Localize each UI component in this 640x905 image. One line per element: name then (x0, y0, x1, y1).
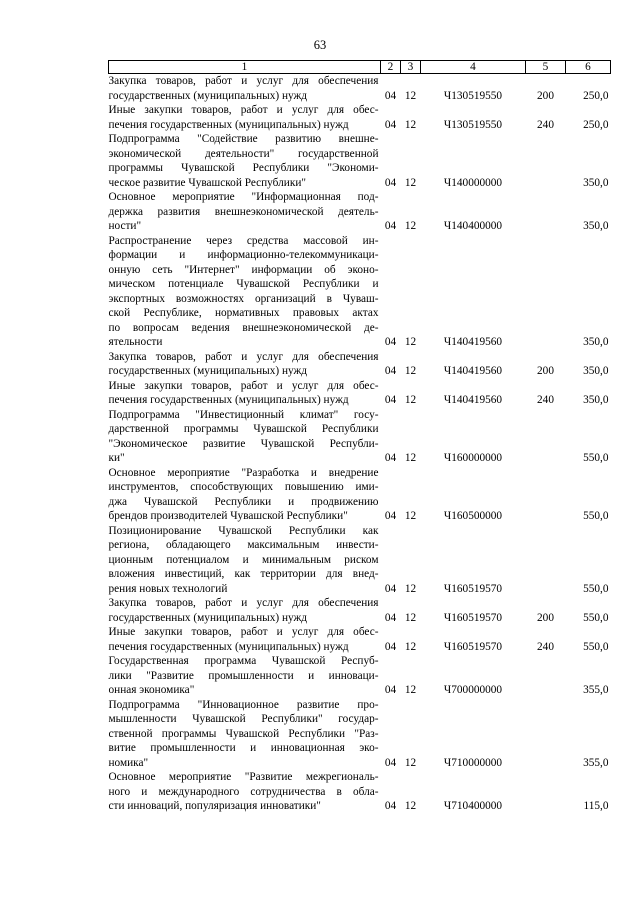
description-line: Распространение через средства массовой ин- (108, 234, 379, 247)
subsection-code: 12 (404, 176, 417, 189)
target-article-code: Ч160500000 (443, 510, 503, 522)
subsection-code: 12 (404, 89, 417, 102)
amount-value: 350,0 (583, 220, 609, 232)
column-header: 1 (109, 61, 381, 74)
row-description (109, 234, 381, 350)
section-code: 04 (384, 800, 397, 812)
amount-value: 355,0 (583, 684, 609, 696)
table-row (109, 408, 611, 466)
column-header: 4 (421, 61, 526, 74)
section-code: 04 (384, 510, 397, 522)
row-description (109, 132, 381, 190)
section-code: 04 (384, 684, 397, 696)
description-line: Закупка товаров, работ и услуг для обеспечения (108, 75, 379, 87)
section-code: 04 (384, 452, 397, 464)
section-code: 04 (384, 756, 397, 769)
amount-value: 550,0 (583, 640, 609, 653)
row-description (109, 625, 381, 654)
description-line: государственных (муниципальных) нужд (108, 89, 308, 102)
subsection-code: 12 (404, 394, 417, 406)
description-line: Закупка товаров, работ и услуг для обеспечения (108, 350, 379, 363)
table-row (109, 379, 611, 408)
description-line: государственных (муниципальных) нужд (108, 365, 308, 377)
column-header: 6 (566, 61, 611, 74)
description-line: держка развития внешнеэкономической деятель- (108, 205, 379, 218)
description-line: формации и информационно-телекоммуникаци- (108, 249, 379, 261)
amount-value: 550,0 (583, 582, 609, 595)
description-line: программы Чувашской Республики "Экономи- (108, 162, 379, 174)
expense-type-code (526, 466, 566, 524)
table-row (109, 698, 611, 771)
expense-type-code (526, 524, 566, 597)
description-line: лики "Развитие промышленности и инноваци- (108, 669, 379, 682)
target-article-code: Ч700000000 (443, 684, 503, 696)
expense-type-code (526, 190, 566, 234)
amount-value: 350,0 (583, 336, 609, 348)
table-row (109, 190, 611, 234)
amount-value: 550,0 (583, 452, 609, 464)
description-line: печения государственных (муниципальных) нужд (108, 118, 349, 131)
description-line: ционным потенциалом и минимальным риском (108, 553, 379, 566)
subsection-code: 12 (404, 684, 417, 696)
description-line: ятельности (108, 336, 163, 348)
expense-type-code: 240 (537, 118, 554, 131)
target-article-code: Ч160000000 (443, 452, 503, 464)
table-row (109, 103, 611, 132)
subsection-code: 12 (404, 640, 417, 653)
section-code: 04 (384, 582, 397, 595)
row-description (109, 190, 381, 234)
subsection-code: 12 (404, 611, 417, 624)
description-line: номика" (108, 756, 149, 769)
subsection-code: 12 (404, 365, 417, 377)
column-header: 5 (526, 61, 566, 74)
description-line: "Экономическое развитие Чувашской Республи- (108, 437, 379, 450)
section-code: 04 (384, 365, 397, 377)
column-header-row (109, 61, 611, 74)
section-code: 04 (384, 394, 397, 406)
row-description (109, 654, 381, 698)
description-line: мышленности Чувашской Республики" государ- (108, 713, 379, 725)
description-line: региона, обладающего максимальным инвести- (108, 539, 379, 551)
row-description (109, 350, 381, 379)
description-line: Подпрограмма "Содействие развитию внешне- (108, 133, 379, 145)
description-line: Иные закупки товаров, работ и услуг для обес- (108, 379, 379, 392)
table-row (109, 74, 611, 104)
subsection-code: 12 (404, 510, 417, 522)
amount-value: 350,0 (583, 365, 609, 377)
amount-value: 550,0 (583, 510, 609, 522)
description-line: Иные закупки товаров, работ и услуг для обес- (108, 626, 379, 638)
table-row (109, 524, 611, 597)
expense-type-code (526, 770, 566, 814)
target-article-code: Ч160519570 (443, 611, 503, 624)
section-code: 04 (384, 640, 397, 653)
expense-type-code: 240 (537, 394, 554, 406)
amount-value: 250,0 (583, 118, 609, 131)
description-line: мическом потенциале Чувашской Республики и (108, 278, 379, 290)
table-row (109, 466, 611, 524)
expense-type-code (526, 234, 566, 350)
page-number: 63 (313, 38, 327, 52)
target-article-code: Ч710400000 (443, 800, 503, 812)
target-article-code: Ч130519550 (443, 118, 503, 131)
subsection-code: 12 (404, 756, 417, 769)
expense-type-code: 200 (537, 365, 554, 377)
amount-value: 550,0 (583, 611, 609, 624)
description-line: ного и международного сотрудничества в обла- (108, 785, 379, 798)
description-line: Основное мероприятие "Развитие межрегиональ- (108, 771, 379, 783)
row-description (109, 770, 381, 814)
description-line: Иные закупки товаров, работ и услуг для обес- (108, 104, 379, 116)
description-line: по вопросам ведения внешнеэкономической де- (108, 321, 379, 334)
budget-table (108, 60, 611, 814)
description-line: рения новых технологий (108, 582, 228, 595)
row-description (109, 103, 381, 132)
description-line: Закупка товаров, работ и услуг для обеспечения (108, 597, 379, 609)
section-code: 04 (384, 176, 397, 189)
table-row (109, 596, 611, 625)
row-description (109, 379, 381, 408)
section-code: 04 (384, 118, 397, 131)
expense-type-code (526, 654, 566, 698)
description-line: дарственной программы Чувашской Республики (108, 423, 379, 435)
subsection-code: 12 (404, 582, 417, 595)
row-description (109, 74, 381, 104)
subsection-code: 12 (404, 800, 417, 812)
section-code: 04 (384, 220, 397, 232)
target-article-code: Ч140419560 (443, 365, 503, 377)
target-article-code: Ч130519550 (443, 89, 503, 102)
description-line: онная экономика" (108, 684, 195, 696)
subsection-code: 12 (404, 452, 417, 464)
description-line: Основное мероприятие "Информационная под- (108, 191, 379, 203)
expense-type-code: 240 (537, 640, 554, 653)
description-line: экономической деятельности" государственной (108, 147, 379, 160)
description-line: инструментов, способствующих повышению ими- (108, 481, 379, 493)
subsection-code: 12 (404, 118, 417, 131)
description-line: ской Республике, нормативных правовых актах (108, 307, 379, 319)
description-line: ности" (108, 220, 142, 232)
expense-type-code (526, 698, 566, 771)
row-description (109, 596, 381, 625)
description-line: экспортных возможностях организаций в Чуваш- (108, 292, 379, 305)
subsection-code: 12 (404, 336, 417, 348)
description-line: ческое развитие Чувашской Республики" (108, 176, 306, 189)
table-row (109, 770, 611, 814)
expense-type-code: 200 (537, 611, 554, 624)
description-line: джа Чувашской Республики и продвижению (108, 495, 379, 508)
description-line: Позиционирование Чувашской Республики как (108, 524, 379, 537)
description-line: государственных (муниципальных) нужд (108, 611, 308, 624)
expense-type-code: 200 (537, 89, 554, 102)
target-article-code: Ч140000000 (443, 176, 503, 189)
amount-value: 350,0 (583, 176, 609, 189)
column-header: 3 (401, 61, 421, 74)
amount-value: 350,0 (583, 394, 609, 406)
description-line: витие промышленности и инновационная эко- (108, 742, 379, 754)
subsection-code: 12 (404, 220, 417, 232)
amount-value: 115,0 (583, 800, 609, 812)
target-article-code: Ч140419560 (443, 394, 503, 406)
column-header: 2 (381, 61, 401, 74)
target-article-code: Ч140400000 (443, 220, 503, 232)
target-article-code: Ч140419560 (443, 336, 503, 348)
amount-value: 355,0 (583, 756, 609, 769)
description-line: брендов производителей Чувашской Республики" (108, 510, 348, 522)
row-description (109, 408, 381, 466)
table-row (109, 654, 611, 698)
description-line: Основное мероприятие "Разработка и внедрение (108, 466, 379, 479)
row-description (109, 466, 381, 524)
row-description (109, 698, 381, 771)
section-code: 04 (384, 611, 397, 624)
description-line: Государственная программа Чувашской Респуб- (108, 655, 379, 667)
description-line: Подпрограмма "Инновационное развитие про- (108, 698, 379, 711)
description-line: ки" (108, 452, 125, 464)
description-line: печения государственных (муниципальных) нужд (108, 640, 349, 653)
row-description (109, 524, 381, 597)
description-line: ственной программы Чувашской Республики "Раз- (108, 727, 379, 740)
table-row (109, 234, 611, 350)
description-line: онную сеть "Интернет" информации об эконо- (108, 263, 379, 276)
description-line: печения государственных (муниципальных) нужд (108, 394, 349, 406)
section-code: 04 (384, 89, 397, 102)
table-row (109, 132, 611, 190)
description-line: сти инноваций, популяризация инноватики" (108, 800, 321, 812)
expense-type-code (526, 132, 566, 190)
description-line: Подпрограмма "Инвестиционный климат" госу- (108, 408, 379, 421)
target-article-code: Ч160519570 (443, 640, 503, 653)
table-row (109, 350, 611, 379)
section-code: 04 (384, 336, 397, 348)
amount-value: 250,0 (583, 89, 609, 102)
description-line: вложения инвестиций, как территории для внед- (108, 568, 379, 580)
target-article-code: Ч710000000 (443, 756, 503, 769)
target-article-code: Ч160519570 (443, 582, 503, 595)
expense-type-code (526, 408, 566, 466)
table-row (109, 625, 611, 654)
